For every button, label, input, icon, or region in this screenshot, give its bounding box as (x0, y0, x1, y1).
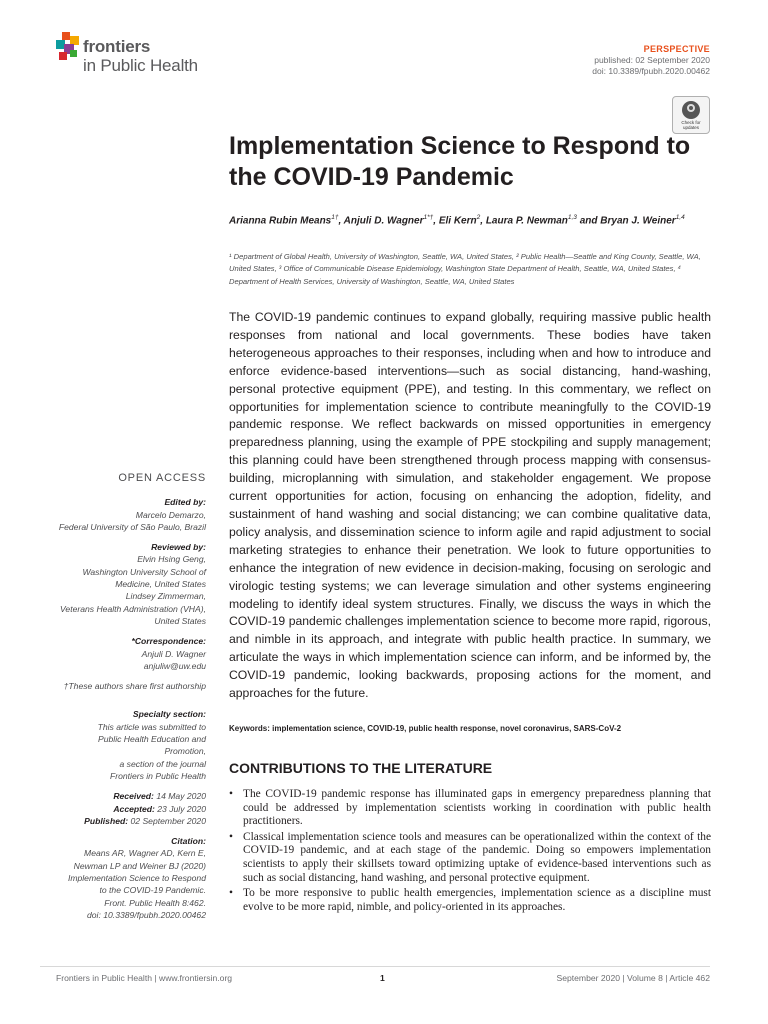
published-label: Published: (84, 815, 129, 826)
bullet-icon: • (229, 830, 233, 843)
citation-line: Newman LP and Weiner BJ (2020) (73, 860, 206, 871)
editor-affiliation: Federal University of São Paulo, Brazil (58, 521, 206, 532)
edited-by-label: Edited by: (164, 497, 206, 508)
published-date: published: 02 September 2020 (594, 55, 710, 65)
author-affiliation-marker: 2 (476, 214, 481, 221)
reviewer-line: Washington University School of (82, 566, 206, 577)
correspondence-email[interactable]: anjuliw@uw.edu (143, 660, 206, 671)
citation-line: Front. Public Health 8:462. (104, 897, 206, 908)
accepted-label: Accepted: (113, 803, 155, 814)
contributions-list (229, 788, 711, 916)
author-name[interactable]: Anjuli D. Wagner (343, 215, 424, 227)
bullet-icon: • (229, 887, 233, 900)
abstract: The COVID-19 pandemic continues to expand globally, requiring massive public health responses from national and local governments. These bodies have taken heterogeneous approaches to their responses, including when and how to introduce and enforce evidence-based interventions—such as social distancing, hand-washing, personal protective equipment (PPE), and testing. In this commentary, we reflect on opportunities for implementation science to contribute meaningfully to the COVID-19 pandemic response. We reflect backwards on missed opportunities in emergency preparedness planning, using the example of PPE stockpiling and supply management; this planning could have been strengthened through process mapping with consensus-building, microplanning with simulation, and stakeholder engagement. We propose current opportunities for action, focusing on enhancing the adoption, fidelity, and sustainment of hand washing and social distancing; we can combine qualitative data, policy analysis, and dissemination science to inform agile and rapid adjustment to social marketing strategies to enhance their penetration. We look to future opportunities to enhance the integration of new evidence in decision-making, focusing on serologic and virologic testing systems; we can leverage simulation and other systems engineering modeling to identify ideal system structures. Finally, we discuss the ways in which the COVID-19 pandemic challenges implementation science to become more rapid, rigorous, and nimble in its approach, and integrate with public health practice. In summary, we articulate the ways in which implementation science can inform, and be informed by, the COVID-19 pandemic, looking backwards, proposing actions for the moment, and approaches for the future. (229, 310, 711, 701)
author-list: Arianna Rubin Means$^{1\dagger}$, Anjuli D. Wagner$^{1*\dagger}$, Eli Kern$^2$, Laura P. Newman$^{1,3}$ and Bryan J. Weiner$^{1,4}$ (229, 214, 685, 227)
bullet-icon: • (229, 788, 233, 800)
citation-line: to the COVID-19 Pandemic. (99, 885, 206, 896)
page-number: 1 (380, 973, 385, 983)
doi-link[interactable]: doi: 10.3389/fpubh.2020.00462 (592, 66, 710, 76)
author-name[interactable]: Arianna Rubin Means (229, 215, 332, 227)
correspondence-name: Anjuli D. Wagner (141, 648, 206, 659)
reviewer-line: Lindsey Zimmerman, (125, 591, 206, 602)
list-item (229, 788, 711, 829)
journal-logo[interactable] (56, 32, 226, 82)
author-name[interactable]: Eli Kern (438, 215, 477, 227)
reviewer-line: United States (154, 615, 206, 626)
list-item (229, 887, 711, 914)
footer-journal-link[interactable]: Frontiers in Public Health | www.frontiersin.org (56, 973, 233, 983)
list-item (229, 831, 711, 885)
list-item-text: Classical implementation science tools and measures can be operationalized within the context of the COVID-19 pandemic, and at each stage of the pandemic. Doing so empowers implementation scientists to apply their skillsets toward optimizing uptake of evidence-based interventions such as such as social distancing, hand washing, and personal protective equipment. (243, 830, 711, 884)
author-affiliation-marker: 1*† (423, 214, 434, 221)
specialty-line: a section of the journal (119, 758, 206, 769)
article-header-meta (592, 44, 710, 77)
reviewer-line: Medicine, United States (115, 579, 206, 590)
citation-line: Implementation Science to Respond (67, 873, 206, 884)
contributions-heading: CONTRIBUTIONS TO THE LITERATURE (229, 760, 493, 776)
reviewer-line: Veterans Health Administration (VHA), (60, 603, 206, 614)
journal-name-line1: frontiers (83, 37, 151, 56)
specialty-line: This article was submitted to (97, 721, 206, 732)
author-affiliation-marker: 1,4 (675, 214, 685, 221)
specialty-line: Promotion, (164, 746, 206, 757)
open-access-label: OPEN ACCESS (118, 472, 206, 484)
article-title: Implementation Science to Respond to the COVID-19 Pandemic (229, 132, 691, 191)
frontiers-logo-icon (56, 32, 80, 62)
author-name[interactable]: Bryan J. Weiner (600, 215, 676, 227)
received-label: Received: (113, 791, 154, 802)
accepted-date (40, 803, 206, 815)
author-name[interactable]: Laura P. Newman (485, 215, 568, 227)
keywords: Keywords: implementation science, COVID-19, public health response, novel coronavirus, SARS-CoV-2 (229, 724, 622, 733)
footer-issue-info: September 2020 | Volume 8 | Article 462 (556, 973, 710, 983)
accepted-value: 23 July 2020 (157, 803, 206, 814)
published-value: 02 September 2020 (130, 815, 206, 826)
check-for-updates-button[interactable] (672, 96, 710, 134)
check-for-updates-label: Check for updates (681, 120, 701, 130)
footer-divider (40, 966, 710, 967)
author-affiliation-marker: 1† (331, 214, 339, 221)
editor-name: Marcelo Demarzo, (135, 509, 206, 520)
list-item-text: To be more responsive to public health emergencies, implementation science as a discipline must evolve to be more rapid, nimble, and policy-oriented in its approaches. (243, 887, 711, 913)
correspondence-label: *Correspondence: (131, 636, 206, 647)
check-for-updates-icon (682, 101, 700, 119)
list-item-text: The COVID-19 pandemic response has illuminated gaps in emergency preparedness planning that could be addressed by implementation scientists working in coordination with public health practitioners. (243, 788, 711, 828)
specialty-section-label: Specialty section: (132, 709, 206, 720)
journal-name-line2: in Public Health (83, 56, 198, 75)
received-value: 14 May 2020 (156, 791, 206, 802)
reviewer-line: Elvin Hsing Geng, (137, 554, 206, 565)
affiliations: ¹ Department of Global Health, University of Washington, Seattle, WA, United States, ² Public Health—Seattle and King County, Seattle, WA, United States, ³ Office of Communicable Disease Epidemiology, Washington State Department of Health, Seattle, WA, United States, ⁴ Department of Health Services, University of Washington, Seattle, WA, United States (229, 252, 701, 286)
specialty-line: Public Health Education and (98, 734, 206, 745)
shared-authorship-note: †These authors share first authorship (63, 681, 206, 692)
citation-doi[interactable]: doi: 10.3389/fpubh.2020.00462 (87, 909, 206, 920)
citation-label: Citation: (171, 836, 206, 847)
article-type: PERSPECTIVE (643, 44, 710, 54)
author-affiliation-marker: 1,3 (567, 214, 577, 221)
received-date (40, 790, 206, 802)
reviewed-by-label: Reviewed by: (151, 542, 206, 553)
article-sidebar (40, 472, 206, 921)
published-date-sidebar (40, 815, 206, 827)
citation-line: Means AR, Wagner AD, Kern E, (84, 848, 206, 859)
specialty-line: Frontiers in Public Health (109, 770, 206, 781)
